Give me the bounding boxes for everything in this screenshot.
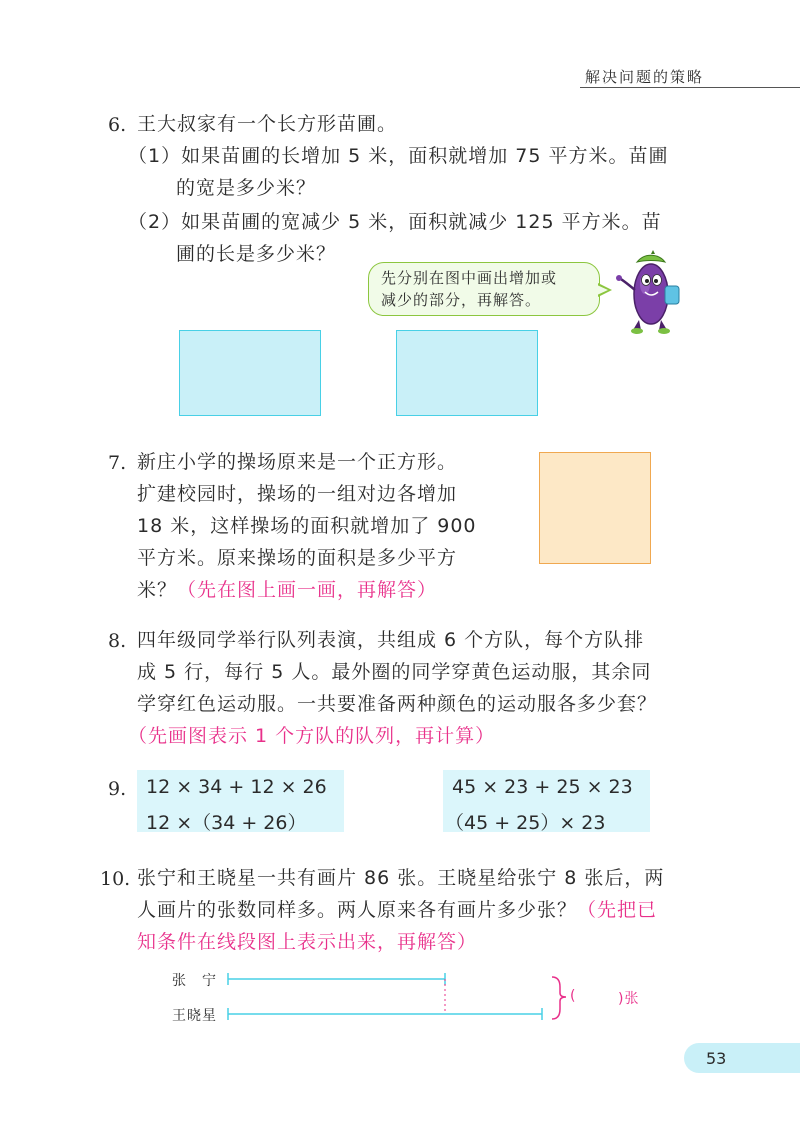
line-segment-diagram (220, 965, 580, 1025)
q10-line2-text: 人画片的张数同样多。两人原来各有画片多少张？ (137, 899, 578, 921)
q8-line1: 四年级同学举行队列表演，共组成 6 个方队，每个方队排 (137, 629, 645, 651)
q9-right-line1: 45 × 23 + 25 × 23 (452, 776, 633, 798)
hint-bubble-tail-fill (597, 285, 608, 295)
q10-line1: 张宁和王晓星一共有画片 86 张。王晓星给张宁 8 张后，两 (137, 867, 665, 889)
page-number-tab (684, 1043, 800, 1073)
q8-line3: 学穿红色运动服。一共要准备两种颜色的运动服各多少套？ (137, 693, 658, 715)
hint-line-2: 减少的部分，再解答。 (381, 291, 542, 309)
q7-line3: 18 米，这样操场的面积就增加了 900 (137, 515, 477, 537)
q10-hint-part1: （先把已 (577, 899, 658, 921)
hint-bubble (368, 262, 600, 316)
total-blank-close: )张 (618, 991, 640, 1007)
q6-rectangle-2 (396, 330, 538, 416)
q8-number: 8. (108, 630, 127, 652)
q6-rectangle-1 (179, 330, 321, 416)
q6-part2-line1: （2）如果苗圃的宽减少 5 米，面积就减少 125 平方米。苗 (128, 211, 662, 233)
hint-line-1: 先分别在图中画出增加或 (381, 269, 558, 287)
header-rule (580, 87, 800, 88)
q7-square (539, 452, 651, 564)
q6-part1-line1: （1）如果苗圃的长增加 5 米，面积就增加 75 平方米。苗圃 (128, 145, 669, 167)
segment-label-zhangning: 张 宁 (172, 973, 217, 989)
q8-line2: 成 5 行，每行 5 人。最外圈的同学穿黄色运动服，其余同 (137, 661, 652, 683)
q6-number: 6. (108, 114, 127, 136)
q9-right-line2: （45 + 25）× 23 (445, 812, 606, 834)
q9-number: 9. (108, 778, 127, 800)
q7-hint: （先在图上画一画，再解答） (177, 579, 438, 601)
q7-line1: 新庄小学的操场原来是一个正方形。 (137, 451, 458, 473)
q6-part1-line2: 的宽是多少米？ (176, 177, 317, 199)
chapter-title: 解决问题的策略 (585, 68, 705, 86)
q10-number: 10. (100, 868, 131, 890)
q10-line2 (137, 900, 657, 920)
q7-number: 7. (108, 452, 127, 474)
page-number: 53 (706, 1049, 727, 1068)
q9-left-line1: 12 × 34 + 12 × 26 (146, 776, 327, 798)
q9-left-line2: 12 ×（34 + 26） (146, 812, 307, 834)
total-brace (552, 977, 566, 1019)
q7-line5-text: 米？ (137, 579, 178, 601)
q6-part2-line2: 圃的长是多少米？ (176, 243, 337, 265)
q8-hint: （先画图表示 1 个方队的队列，再计算） (128, 725, 496, 747)
q6-stem: 王大叔家有一个长方形苗圃。 (137, 113, 398, 135)
total-blank-open: ( (570, 988, 577, 1004)
q10-hint-part2: 知条件在线段图上表示出来，再解答） (137, 931, 478, 953)
q7-line5 (137, 580, 437, 600)
eggplant-mascot-icon (615, 250, 700, 338)
q7-line4: 平方米。原来操场的面积是多少平方 (137, 547, 458, 569)
q7-line2: 扩建校园时，操场的一组对边各增加 (137, 483, 458, 505)
segment-label-wangxiaoxing: 王晓星 (172, 1008, 217, 1024)
